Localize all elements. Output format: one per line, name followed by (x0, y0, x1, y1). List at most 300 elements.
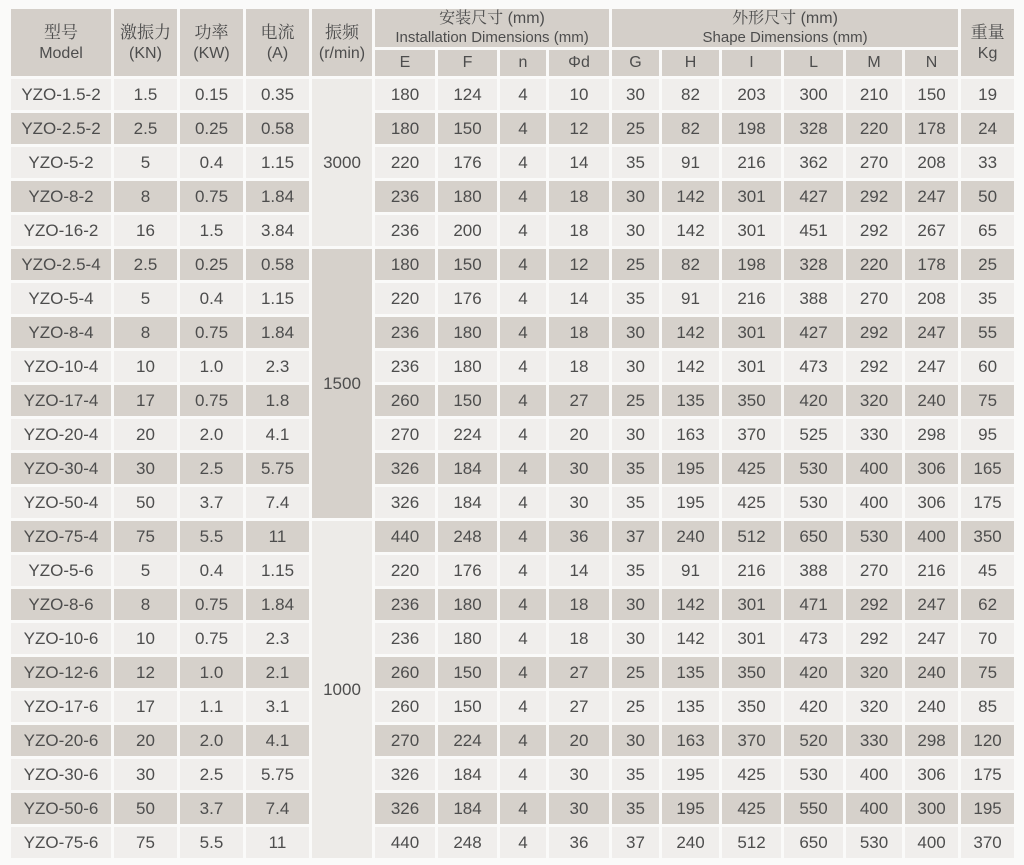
cell-model: YZO-75-6 (11, 827, 111, 858)
cell-model: YZO-12-6 (11, 657, 111, 688)
cell-value: 75 (114, 827, 177, 858)
cell-value: 240 (662, 827, 719, 858)
table-row (11, 79, 1014, 110)
cell-value: 37 (612, 827, 659, 858)
cell-value: 12 (114, 657, 177, 688)
header-current-unit: (A) (266, 44, 289, 62)
cell-value: 0.75 (180, 385, 243, 416)
table-body (11, 79, 1014, 858)
cell-value: 0.4 (180, 555, 243, 586)
header-shape-zh: 外形尺寸 (mm) (732, 10, 838, 28)
cell-value: 267 (905, 215, 958, 246)
cell-value: 20 (549, 725, 609, 756)
cell-value: 2.1 (246, 657, 309, 688)
table-row (11, 113, 1014, 144)
cell-value: 320 (846, 691, 902, 722)
cell-value: 184 (438, 453, 497, 484)
cell-value: 30 (549, 453, 609, 484)
cell-value: 5 (114, 283, 177, 314)
cell-value: 4 (500, 793, 546, 824)
cell-value: 30 (612, 589, 659, 620)
cell-value: 4 (500, 283, 546, 314)
cell-value: 326 (375, 793, 435, 824)
cell-value: 30 (549, 793, 609, 824)
table-row (11, 487, 1014, 518)
cell-value: 55 (961, 317, 1014, 348)
cell-value: 36 (549, 521, 609, 552)
cell-value: 4 (500, 317, 546, 348)
cell-value: 400 (846, 487, 902, 518)
cell-value: 306 (905, 487, 958, 518)
table-row (11, 725, 1014, 756)
header-col-E: E (375, 50, 435, 76)
cell-value: 650 (784, 827, 843, 858)
cell-value: 120 (961, 725, 1014, 756)
cell-value: 75 (961, 385, 1014, 416)
cell-value: 18 (549, 351, 609, 382)
cell-value: 300 (905, 793, 958, 824)
table-row (11, 657, 1014, 688)
cell-value: 530 (784, 759, 843, 790)
cell-frequency: 3000 (312, 79, 372, 246)
cell-value: 150 (438, 657, 497, 688)
cell-model: YZO-10-6 (11, 623, 111, 654)
cell-value: 236 (375, 181, 435, 212)
cell-model: YZO-20-6 (11, 725, 111, 756)
cell-value: 420 (784, 691, 843, 722)
cell-value: 142 (662, 317, 719, 348)
cell-value: 4 (500, 487, 546, 518)
cell-value: 236 (375, 589, 435, 620)
cell-model: YZO-20-4 (11, 419, 111, 450)
cell-value: 176 (438, 555, 497, 586)
cell-value: 150 (438, 249, 497, 280)
table-row (11, 793, 1014, 824)
cell-value: 260 (375, 385, 435, 416)
cell-value: 306 (905, 759, 958, 790)
cell-value: 1.15 (246, 147, 309, 178)
cell-value: 362 (784, 147, 843, 178)
cell-value: 292 (846, 215, 902, 246)
cell-value: 30 (612, 351, 659, 382)
cell-value: 427 (784, 181, 843, 212)
header-model-en: Model (39, 44, 83, 62)
cell-value: 18 (549, 215, 609, 246)
cell-value: 292 (846, 181, 902, 212)
cell-value: 10 (114, 623, 177, 654)
cell-value: 4 (500, 623, 546, 654)
cell-value: 135 (662, 385, 719, 416)
cell-value: 260 (375, 691, 435, 722)
header-col-M: M (846, 50, 902, 76)
cell-value: 3.7 (180, 793, 243, 824)
cell-value: 3.7 (180, 487, 243, 518)
cell-value: 25 (612, 249, 659, 280)
cell-value: 150 (438, 385, 497, 416)
cell-value: 0.75 (180, 317, 243, 348)
cell-value: 35 (612, 759, 659, 790)
cell-value: 306 (905, 453, 958, 484)
cell-value: 530 (846, 827, 902, 858)
cell-value: 12 (549, 113, 609, 144)
cell-value: 425 (722, 759, 781, 790)
cell-value: 30 (114, 759, 177, 790)
cell-value: 70 (961, 623, 1014, 654)
cell-value: 350 (722, 691, 781, 722)
cell-value: 95 (961, 419, 1014, 450)
cell-value: 85 (961, 691, 1014, 722)
cell-value: 650 (784, 521, 843, 552)
header-col-phi-d: Φd (549, 50, 609, 76)
cell-value: 530 (784, 453, 843, 484)
cell-value: 425 (722, 487, 781, 518)
cell-value: 163 (662, 725, 719, 756)
header-model-zh: 型号 (44, 23, 78, 43)
cell-value: 4 (500, 215, 546, 246)
cell-value: 1.0 (180, 351, 243, 382)
cell-value: 4 (500, 147, 546, 178)
header-shape-en: Shape Dimensions (mm) (702, 28, 868, 46)
cell-value: 1.84 (246, 589, 309, 620)
cell-value: 400 (846, 793, 902, 824)
header-weight-unit: Kg (977, 44, 998, 62)
cell-value: 165 (961, 453, 1014, 484)
cell-value: 30 (612, 725, 659, 756)
cell-value: 326 (375, 759, 435, 790)
table-header (11, 9, 1014, 76)
cell-value: 240 (662, 521, 719, 552)
cell-value: 18 (549, 623, 609, 654)
cell-value: 320 (846, 385, 902, 416)
cell-value: 525 (784, 419, 843, 450)
cell-value: 400 (846, 453, 902, 484)
cell-value: 30 (612, 181, 659, 212)
cell-value: 440 (375, 521, 435, 552)
table-row (11, 419, 1014, 450)
cell-value: 33 (961, 147, 1014, 178)
cell-value: 4 (500, 385, 546, 416)
cell-value: 135 (662, 657, 719, 688)
cell-value: 27 (549, 691, 609, 722)
cell-value: 176 (438, 147, 497, 178)
cell-value: 195 (961, 793, 1014, 824)
cell-value: 1.5 (114, 79, 177, 110)
header-col-N: N (905, 50, 958, 76)
cell-value: 4 (500, 181, 546, 212)
cell-value: 4 (500, 419, 546, 450)
cell-value: 451 (784, 215, 843, 246)
cell-value: 2.5 (114, 113, 177, 144)
cell-value: 400 (846, 759, 902, 790)
cell-value: 10 (549, 79, 609, 110)
cell-model: YZO-1.5-2 (11, 79, 111, 110)
cell-model: YZO-2.5-2 (11, 113, 111, 144)
cell-value: 180 (438, 317, 497, 348)
cell-value: 210 (846, 79, 902, 110)
header-installation-zh: 安装尺寸 (mm) (439, 10, 545, 28)
cell-model: YZO-2.5-4 (11, 249, 111, 280)
table-row (11, 521, 1014, 552)
cell-value: 178 (905, 113, 958, 144)
cell-value: 178 (905, 249, 958, 280)
table-row (11, 351, 1014, 382)
cell-value: 247 (905, 181, 958, 212)
cell-value: 301 (722, 181, 781, 212)
table-row (11, 215, 1014, 246)
cell-value: 240 (905, 385, 958, 416)
cell-value: 236 (375, 623, 435, 654)
cell-value: 180 (438, 589, 497, 620)
cell-model: YZO-30-4 (11, 453, 111, 484)
cell-value: 30 (549, 487, 609, 518)
cell-value: 82 (662, 113, 719, 144)
cell-value: 175 (961, 759, 1014, 790)
cell-model: YZO-5-6 (11, 555, 111, 586)
cell-value: 4 (500, 555, 546, 586)
cell-value: 180 (438, 181, 497, 212)
cell-value: 30 (612, 419, 659, 450)
header-installation-group (375, 9, 609, 47)
cell-value: 328 (784, 249, 843, 280)
cell-value: 512 (722, 827, 781, 858)
cell-value: 75 (114, 521, 177, 552)
cell-model: YZO-50-4 (11, 487, 111, 518)
cell-value: 400 (905, 521, 958, 552)
cell-value: 8 (114, 181, 177, 212)
cell-value: 25 (612, 691, 659, 722)
cell-value: 150 (905, 79, 958, 110)
cell-value: 300 (784, 79, 843, 110)
cell-value: 4 (500, 657, 546, 688)
cell-value: 298 (905, 419, 958, 450)
cell-value: 36 (549, 827, 609, 858)
cell-value: 301 (722, 215, 781, 246)
cell-value: 350 (722, 385, 781, 416)
cell-value: 30 (612, 79, 659, 110)
cell-value: 50 (114, 793, 177, 824)
cell-value: 4 (500, 351, 546, 382)
cell-value: 247 (905, 623, 958, 654)
cell-model: YZO-10-4 (11, 351, 111, 382)
cell-value: 7.4 (246, 793, 309, 824)
table-row (11, 453, 1014, 484)
cell-value: 25 (612, 657, 659, 688)
table-row (11, 181, 1014, 212)
cell-value: 195 (662, 487, 719, 518)
cell-value: 5.75 (246, 453, 309, 484)
cell-value: 91 (662, 283, 719, 314)
cell-value: 0.4 (180, 283, 243, 314)
cell-value: 370 (722, 725, 781, 756)
cell-value: 50 (961, 181, 1014, 212)
cell-value: 2.3 (246, 623, 309, 654)
cell-value: 19 (961, 79, 1014, 110)
cell-value: 5.5 (180, 521, 243, 552)
table-row (11, 249, 1014, 280)
cell-value: 142 (662, 589, 719, 620)
cell-value: 247 (905, 589, 958, 620)
cell-value: 370 (722, 419, 781, 450)
cell-value: 350 (722, 657, 781, 688)
cell-value: 0.25 (180, 249, 243, 280)
cell-value: 298 (905, 725, 958, 756)
header-weight-zh: 重量 (970, 23, 1005, 43)
cell-value: 0.35 (246, 79, 309, 110)
cell-value: 4 (500, 725, 546, 756)
cell-value: 124 (438, 79, 497, 110)
cell-value: 292 (846, 317, 902, 348)
table-row (11, 623, 1014, 654)
cell-value: 12 (549, 249, 609, 280)
header-row-groups (11, 9, 1014, 47)
cell-value: 82 (662, 79, 719, 110)
cell-value: 0.15 (180, 79, 243, 110)
cell-model: YZO-75-4 (11, 521, 111, 552)
header-frequency-zh: 振频 (325, 23, 359, 43)
cell-value: 184 (438, 793, 497, 824)
cell-value: 18 (549, 317, 609, 348)
cell-value: 4 (500, 79, 546, 110)
cell-value: 208 (905, 283, 958, 314)
cell-value: 142 (662, 215, 719, 246)
cell-value: 1.8 (246, 385, 309, 416)
cell-value: 220 (375, 555, 435, 586)
cell-value: 8 (114, 589, 177, 620)
cell-value: 150 (438, 113, 497, 144)
cell-value: 220 (846, 113, 902, 144)
cell-value: 420 (784, 385, 843, 416)
cell-value: 176 (438, 283, 497, 314)
cell-value: 0.58 (246, 113, 309, 144)
cell-value: 25 (961, 249, 1014, 280)
cell-value: 30 (114, 453, 177, 484)
cell-value: 1.0 (180, 657, 243, 688)
cell-value: 180 (438, 623, 497, 654)
cell-value: 62 (961, 589, 1014, 620)
cell-value: 198 (722, 113, 781, 144)
cell-value: 24 (961, 113, 1014, 144)
cell-value: 35 (612, 555, 659, 586)
cell-value: 27 (549, 657, 609, 688)
cell-value: 512 (722, 521, 781, 552)
cell-value: 370 (961, 827, 1014, 858)
cell-value: 216 (722, 147, 781, 178)
header-col-I: I (722, 50, 781, 76)
cell-value: 3.84 (246, 215, 309, 246)
cell-value: 175 (961, 487, 1014, 518)
cell-value: 198 (722, 249, 781, 280)
cell-value: 7.4 (246, 487, 309, 518)
cell-value: 25 (612, 113, 659, 144)
cell-value: 270 (375, 725, 435, 756)
cell-value: 75 (961, 657, 1014, 688)
cell-value: 240 (905, 657, 958, 688)
table-row (11, 827, 1014, 858)
cell-value: 30 (612, 317, 659, 348)
cell-value: 91 (662, 555, 719, 586)
cell-value: 82 (662, 249, 719, 280)
cell-value: 195 (662, 793, 719, 824)
header-power-zh: 功率 (194, 23, 229, 43)
cell-value: 4 (500, 521, 546, 552)
cell-value: 2.5 (180, 453, 243, 484)
cell-value: 471 (784, 589, 843, 620)
cell-model: YZO-17-6 (11, 691, 111, 722)
cell-value: 0.58 (246, 249, 309, 280)
cell-frequency: 1000 (312, 521, 372, 858)
cell-value: 520 (784, 725, 843, 756)
cell-value: 301 (722, 317, 781, 348)
cell-value: 35 (612, 283, 659, 314)
cell-value: 247 (905, 351, 958, 382)
cell-value: 1.15 (246, 283, 309, 314)
cell-model: YZO-8-4 (11, 317, 111, 348)
spec-table (8, 6, 1017, 861)
cell-value: 301 (722, 623, 781, 654)
cell-value: 326 (375, 453, 435, 484)
cell-value: 8 (114, 317, 177, 348)
cell-model: YZO-5-2 (11, 147, 111, 178)
cell-value: 301 (722, 589, 781, 620)
cell-value: 236 (375, 351, 435, 382)
cell-value: 270 (846, 555, 902, 586)
cell-value: 425 (722, 793, 781, 824)
cell-value: 350 (961, 521, 1014, 552)
cell-value: 0.25 (180, 113, 243, 144)
cell-value: 180 (375, 113, 435, 144)
cell-value: 4 (500, 113, 546, 144)
cell-value: 17 (114, 691, 177, 722)
cell-value: 0.75 (180, 589, 243, 620)
cell-value: 0.4 (180, 147, 243, 178)
cell-value: 1.84 (246, 317, 309, 348)
cell-value: 4 (500, 759, 546, 790)
cell-value: 2.0 (180, 419, 243, 450)
header-model (11, 9, 111, 76)
cell-value: 16 (114, 215, 177, 246)
cell-value: 18 (549, 589, 609, 620)
cell-value: 35 (612, 453, 659, 484)
cell-value: 35 (612, 487, 659, 518)
cell-value: 50 (114, 487, 177, 518)
cell-value: 216 (905, 555, 958, 586)
cell-value: 292 (846, 623, 902, 654)
cell-value: 4 (500, 827, 546, 858)
cell-value: 247 (905, 317, 958, 348)
cell-value: 0.75 (180, 623, 243, 654)
header-force-zh: 激振力 (120, 23, 171, 43)
header-force-unit: (KN) (129, 44, 162, 62)
cell-value: 301 (722, 351, 781, 382)
cell-value: 180 (438, 351, 497, 382)
cell-value: 248 (438, 827, 497, 858)
cell-value: 216 (722, 283, 781, 314)
cell-value: 20 (114, 725, 177, 756)
cell-value: 20 (549, 419, 609, 450)
cell-value: 30 (549, 759, 609, 790)
header-frequency-unit: (r/min) (318, 44, 366, 62)
cell-value: 14 (549, 283, 609, 314)
header-col-n: n (500, 50, 546, 76)
cell-value: 1.1 (180, 691, 243, 722)
cell-value: 4 (500, 249, 546, 280)
header-weight (961, 9, 1014, 76)
header-power (180, 9, 243, 76)
cell-value: 270 (375, 419, 435, 450)
cell-value: 17 (114, 385, 177, 416)
cell-value: 0.75 (180, 181, 243, 212)
cell-value: 292 (846, 351, 902, 382)
